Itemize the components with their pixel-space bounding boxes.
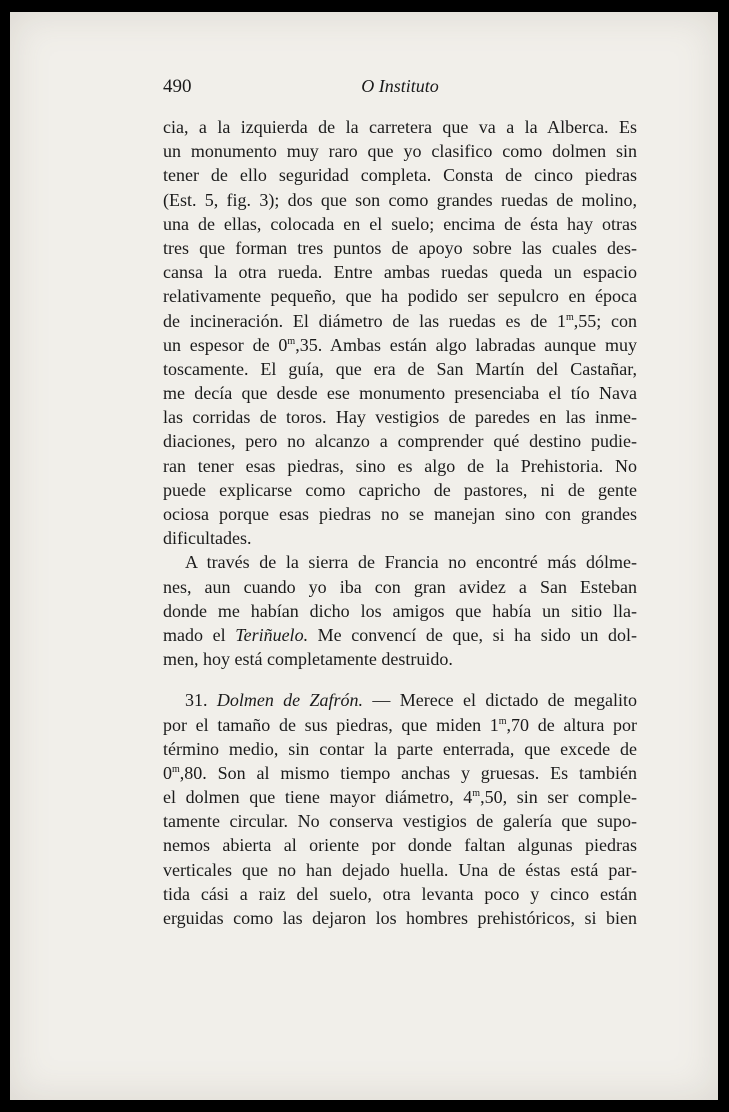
- place-name: Teriñuelo.: [235, 624, 309, 645]
- text-line: me decía que desde ese monumento presenciaba el tío Nava: [163, 383, 637, 404]
- text-line: tamente circular. No conserva vestigios de galería que supo-: [163, 811, 637, 832]
- text-line: A través de la sierra de Francia no encontré más dólme-: [185, 552, 637, 573]
- text-line: ociosa porque esas piedras no se manejan sino con grandes: [163, 504, 637, 524]
- text-line: un monumento muy raro que yo clasifico como dolmen sin: [163, 141, 637, 162]
- text-line: por el tamaño de sus piedras, que miden 1$^m$,70 de altura por: [163, 714, 637, 735]
- text-line: puede explicarse como capricho de pastores, ni de gente: [163, 479, 637, 500]
- text-line: tres que forman tres puntos de apoyo sobre las cuales des-: [163, 237, 637, 258]
- book-page: [10, 12, 718, 1100]
- text-line: 0$^m$,80. Son al mismo tiempo anchas y gruesas. Es también: [163, 762, 637, 783]
- text-line: erguidas como las dejaron los hombres prehistóricos, si bien: [163, 908, 637, 928]
- paragraph: [163, 550, 637, 671]
- text-line: las corridas de toros. Hay vestigios de paredes en las inme-: [163, 407, 637, 428]
- text-line: nes, aun cuando yo iba con gran avidez a San Esteban: [163, 576, 637, 597]
- text-line: ran tener esas piedras, sino es algo de la Prehistoria. No: [163, 455, 637, 476]
- text-line: mado el Teriñuelo. Me convencí de que, si ha sido un dol-: [163, 624, 637, 645]
- text-line: dificultades.: [163, 528, 252, 549]
- text-line: diaciones, pero no alcanzo a comprender qué destino pudie-: [163, 431, 637, 452]
- text-line: men, hoy está completamente destruido.: [163, 649, 453, 670]
- paragraph: [163, 115, 637, 550]
- text-line: tener de ello seguridad completa. Consta de cinco piedras: [163, 165, 637, 186]
- text-line: toscamente. El guía, que era de San Martín del Castañar,: [163, 358, 637, 379]
- text-line: cia, a la izquierda de la carretera que va a la Alberca. Es: [163, 117, 637, 137]
- text-line: un espesor de 0$^m$,35. Ambas están algo labradas aunque muy: [163, 334, 637, 355]
- body-text: [163, 115, 637, 930]
- text-line: nemos abierta al oriente por donde faltan algunas piedras: [163, 835, 637, 856]
- text-line: una de ellas, colocada en el suelo; encima de ésta hay otras: [163, 213, 637, 234]
- text-line: (Est. 5, fig. 3); dos que son como grandes ruedas de molino,: [163, 189, 637, 210]
- text-line: verticales que no han dejado huella. Una de éstas está par-: [163, 859, 637, 880]
- paragraph: [163, 688, 637, 930]
- section-heading: Dolmen de Zafrón.: [216, 690, 364, 711]
- text-line: cansa la otra rueda. Entre ambas ruedas queda un espacio: [163, 262, 637, 283]
- section-gap: [163, 671, 637, 688]
- text-line: término medio, sin contar la parte enterrada, que excede de: [163, 738, 637, 759]
- page-header: [163, 76, 637, 102]
- text-line: donde me habían dicho los amigos que había un sitio lla-: [163, 600, 637, 621]
- text-line: 31. Dolmen de Zafrón. — Merece el dictado de megalito: [185, 690, 637, 711]
- running-title: O Instituto: [361, 76, 439, 96]
- text-line: el dolmen que tiene mayor diámetro, 4$^m$,50, sin ser comple-: [163, 787, 637, 808]
- page-number: 490: [163, 76, 192, 97]
- text-line: tida cási a raiz del suelo, otra levanta poco y cinco están: [163, 883, 637, 904]
- text-line: de incineración. El diámetro de las ruedas es de 1$^m$,55; con: [163, 310, 637, 331]
- text-line: relativamente pequeño, que ha podido ser sepulcro en época: [163, 286, 637, 307]
